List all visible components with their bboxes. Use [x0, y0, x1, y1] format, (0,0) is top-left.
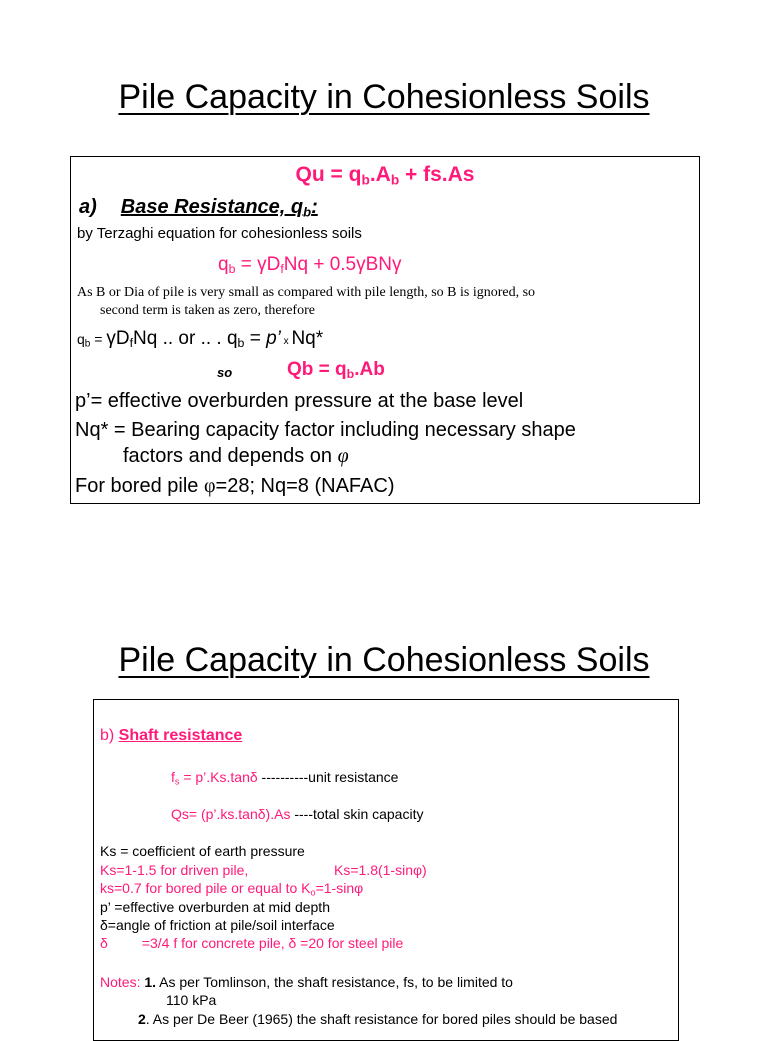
ks-definition: Ks = coefficient of earth pressure: [100, 843, 305, 859]
ks-bored-pile: ks=0.7 for bored pile or equal to $K_o=1$-sinφ: [100, 880, 364, 898]
so-label: so: [217, 365, 233, 380]
base-resistance-heading: a) Base Resistance, $q_b$:: [79, 196, 318, 220]
nq-definition-line1: Nq* = Bearing capacity factor including necessary shape: [75, 419, 576, 441]
main-capacity-equation: $Qu = q_b.A_b + fs.As$: [295, 163, 475, 188]
unit-shaft-resistance-equation: $f_s$ = p’.Ks.tanδ ----------unit resistance: [171, 769, 399, 787]
delta-values: δ =3/4 f for concrete pile, δ =20 for steel pile: [100, 935, 404, 951]
shaft-resistance-heading: b) Shaft resistance: [100, 727, 243, 744]
slide1-title: Pile Capacity in Cohesionless Soils: [118, 78, 650, 116]
qb-equation: $Qb = q_b.Ab$: [287, 359, 385, 382]
ks-driven-pile: Ks=1-1.5 for driven pile,: [100, 862, 249, 878]
slide2-title: Pile Capacity in Cohesionless Soils: [118, 641, 650, 679]
ignore-b-note-line1: As B or Dia of pile is very small as compared with pile length, so B is ignored, so: [77, 285, 536, 300]
p-definition: p’= effective overburden pressure at the base level: [75, 390, 524, 412]
note-2: 2. As per De Beer (1965) the shaft resistance for bored piles should be based: [138, 1011, 618, 1027]
total-skin-capacity-equation: Qs= (p’.ks.tanδ).As ----total skin capacity: [171, 806, 424, 822]
nq-definition-line2: factors and depends on φ: [123, 445, 349, 467]
ks-formula: Ks=1.8(1-sinφ): [334, 862, 427, 878]
qb-terzaghi-equation: $q_b = \gamma D_fNq + 0.5\gamma BN\gamma$: [218, 254, 402, 277]
p-mid-depth-definition: p’ =effective overburden at mid depth: [100, 899, 330, 915]
note-1-continued: 110 kPa: [166, 992, 217, 1008]
note-1: Notes: 1. As per Tomlinson, the shaft resistance, fs, to be limited to: [100, 974, 513, 990]
ignore-b-note-line2: second term is taken as zero, therefore: [100, 303, 315, 318]
bored-pile-values: For bored pile φ=28; Nq=8 (NAFAC): [75, 475, 395, 497]
qb-simplified-equation: $q_b = \gamma D_fNq$ .. or .. . $q_b = p$’ x Nq*: [77, 328, 324, 351]
terzaghi-line: by Terzaghi equation for cohesionless soils: [77, 225, 362, 242]
slide2-content-box: [93, 699, 679, 1041]
slide1-content-box: [70, 156, 700, 504]
delta-definition: δ=angle of friction at pile/soil interface: [100, 917, 335, 933]
